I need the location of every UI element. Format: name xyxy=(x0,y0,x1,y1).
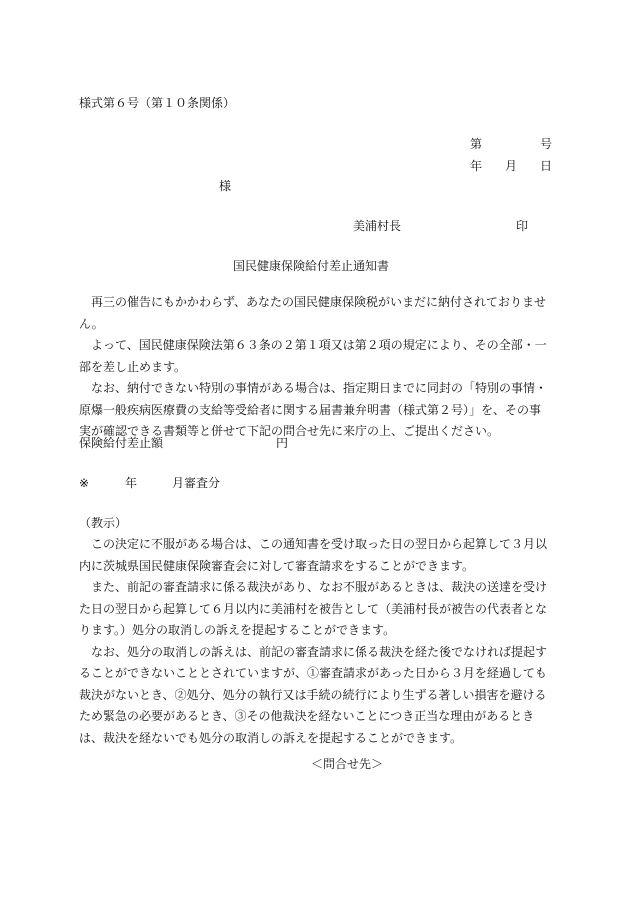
kyoji-paragraph: なお、処分の取消しの訴えは、前記の審査請求に係る裁決を経た後でなければ提起することができないこととされていますが、①審査請求があった日から３月を経過しても裁決がないとき、②処分、処分の執行又は手続の続行により生ずる著しい損害を避けるため緊急の必要があるとき、③その他裁決を経ないことにつき正当な理由があるときは、裁決を経ないでも処分の取消しの訴えを提起することができます。 xyxy=(79,644,548,745)
kyoji-paragraph: また、前記の審査請求に係る裁決があり、なお不服があるときは、裁決の送達を受けた日の翌日から起算して６月以内に美浦村を被告として（美浦村長が被告の代表者となります。）処分の取消しの訴えを提起することができます。 xyxy=(79,580,548,637)
kyoji-paragraph: この決定に不服がある場合は、この通知書を受け取った日の翌日から起算して３月以内に茨城県国民健康保険審査会に対して審査請求をすることができます。 xyxy=(79,537,548,573)
kyoji-text xyxy=(79,534,551,749)
sender-name: 美浦村長 xyxy=(353,219,402,233)
amount-unit: 円 xyxy=(276,436,289,450)
body-paragraph: よって、国民健康保険法第６３条の２第１項又は第２項の規定により、その全部・一部を差し止めます。 xyxy=(79,338,547,374)
contact-heading: ＜問合せ先＞ xyxy=(311,757,384,771)
date-year-label: 年 xyxy=(470,159,483,173)
body-paragraph: なお、納付できない特別の事情がある場合は、指定期日までに同封の「特別の事情・原爆一般疾病医療費の支給等受給者に関する届書兼弁明書（様式第２号）」を、その事実が確認できる書類等と併せて下記の問合せ先に来庁の上、ご提出ください。 xyxy=(79,381,548,438)
addressee-suffix: 様 xyxy=(219,179,232,193)
number-dai-label: 第 xyxy=(470,137,483,151)
note-year: 年 xyxy=(125,476,138,490)
document-title: 国民健康保険給付差止通知書 xyxy=(233,259,390,273)
body-paragraph: 再三の催告にもかかわらず、あなたの国民健康保険税がいまだに納付されておりません。 xyxy=(79,295,547,331)
note-mark: ※ xyxy=(79,476,90,490)
body-text xyxy=(79,292,551,443)
date-month-label: 月 xyxy=(505,159,518,173)
number-go-label: 号 xyxy=(540,137,553,151)
seal-mark: 印 xyxy=(516,219,529,233)
amount-label: 保険給付差止額 xyxy=(79,436,164,450)
kyoji-heading: （教示） xyxy=(79,516,128,530)
note-month-review: 月審査分 xyxy=(172,476,221,490)
date-day-label: 日 xyxy=(540,159,553,173)
form-label: 様式第６号（第１０条関係） xyxy=(79,96,236,110)
